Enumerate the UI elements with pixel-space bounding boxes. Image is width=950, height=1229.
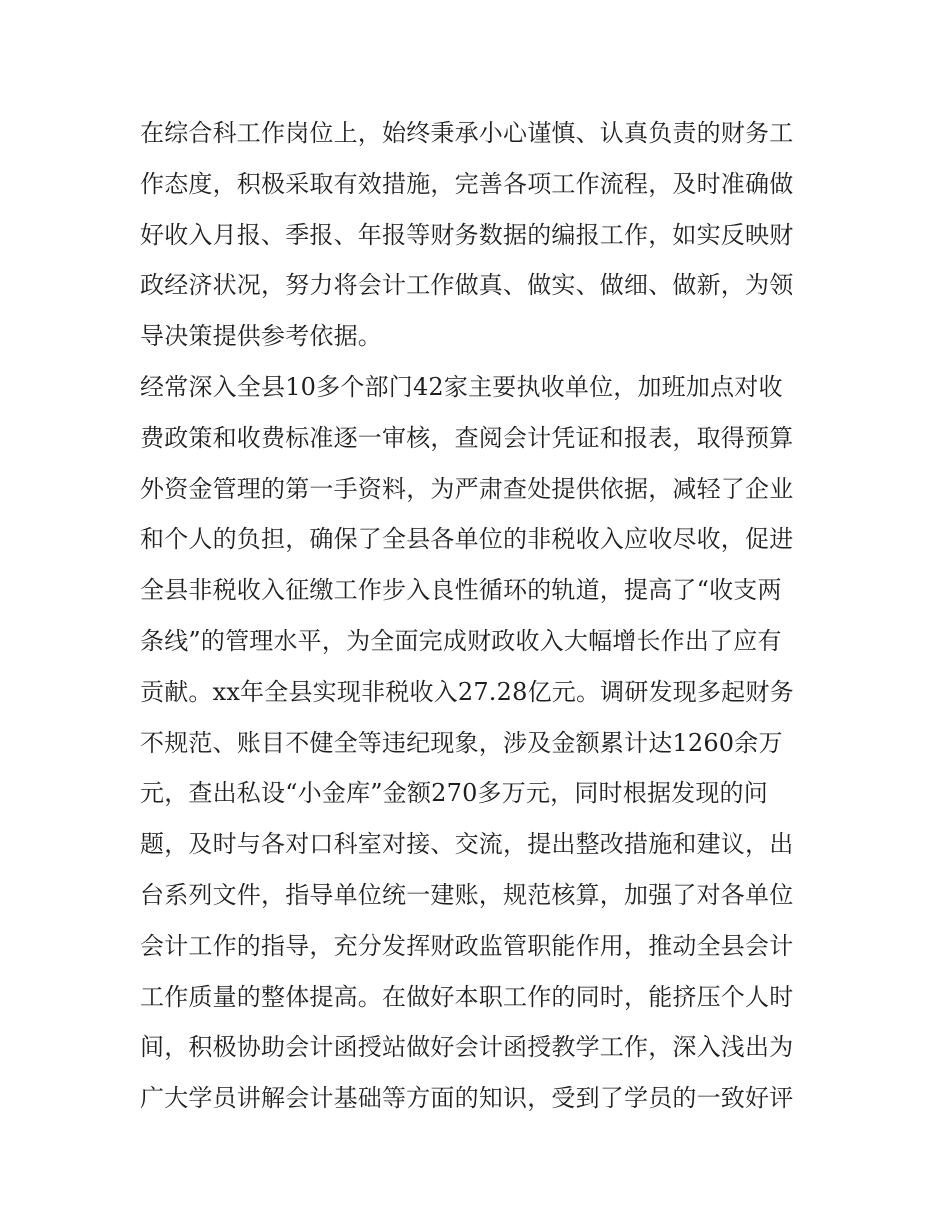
paragraph-line: 全县非税收入征缴工作步入良性循环的轨道，提高了“收支两 — [140, 576, 782, 605]
paragraph-line: 和个人的负担，确保了全县各单位的非税收入应收尽收，促进 — [140, 525, 794, 554]
paragraph-line: 工作质量的整体提高。在做好本职工作的同时，能挤压个人时 — [140, 982, 794, 1011]
paragraph-line: 作态度，积极采取有效措施，完善各项工作流程，及时准确做 — [140, 169, 794, 198]
paragraph-2 — [140, 362, 820, 1124]
paragraph-line: 政经济状况，努力将会计工作做真、做实、做细、做新，为领 — [140, 271, 794, 300]
paragraph-line: 外资金管理的第一手资料，为严肃查处提供依据，减轻了企业 — [140, 474, 794, 503]
paragraph-line: 间，积极协助会计函授站做好会计函授教学工作，深入浅出为 — [140, 1033, 794, 1062]
paragraph-line: 贡献。xx年全县实现非税收入27.28亿元。调研发现多起财务 — [140, 677, 794, 706]
paragraph-line: 广大学员讲解会计基础等方面的知识，受到了学员的一致好评 — [140, 1084, 794, 1113]
paragraph-line: 会计工作的指导，充分发挥财政监管职能作用，推动全县会计 — [140, 931, 794, 960]
paragraph-line: 在综合科工作岗位上，始终秉承小心谨慎、认真负责的财务工 — [140, 119, 794, 147]
paragraph-line: 台系列文件，指导单位统一建账，规范核算，加强了对各单位 — [140, 880, 794, 909]
paragraph-line: 题，及时与各对口科室对接、交流，提出整改措施和建议，出 — [140, 830, 794, 859]
paragraph-line: 经常深入全县10多个部门42家主要执收单位，加班加点对收 — [140, 373, 783, 401]
paragraph-line: 导决策提供参考依据。 — [140, 322, 382, 351]
paragraph-line: 元，查出私设“小金库”金额270多万元，同时根据发现的问 — [140, 779, 768, 808]
paragraph-1 — [140, 108, 820, 362]
paragraph-line: 费政策和收费标准逐一审核，查阅会计凭证和报表，取得预算 — [140, 423, 794, 452]
paragraph-line: 好收入月报、季报、年报等财务数据的编报工作，如实反映财 — [140, 220, 794, 249]
paragraph-line: 不规范、账目不健全等违纪现象，涉及金额累计达1260余万 — [140, 728, 783, 757]
paragraph-line: 条线”的管理水平，为全面完成财政收入大幅增长作出了应有 — [140, 626, 782, 655]
